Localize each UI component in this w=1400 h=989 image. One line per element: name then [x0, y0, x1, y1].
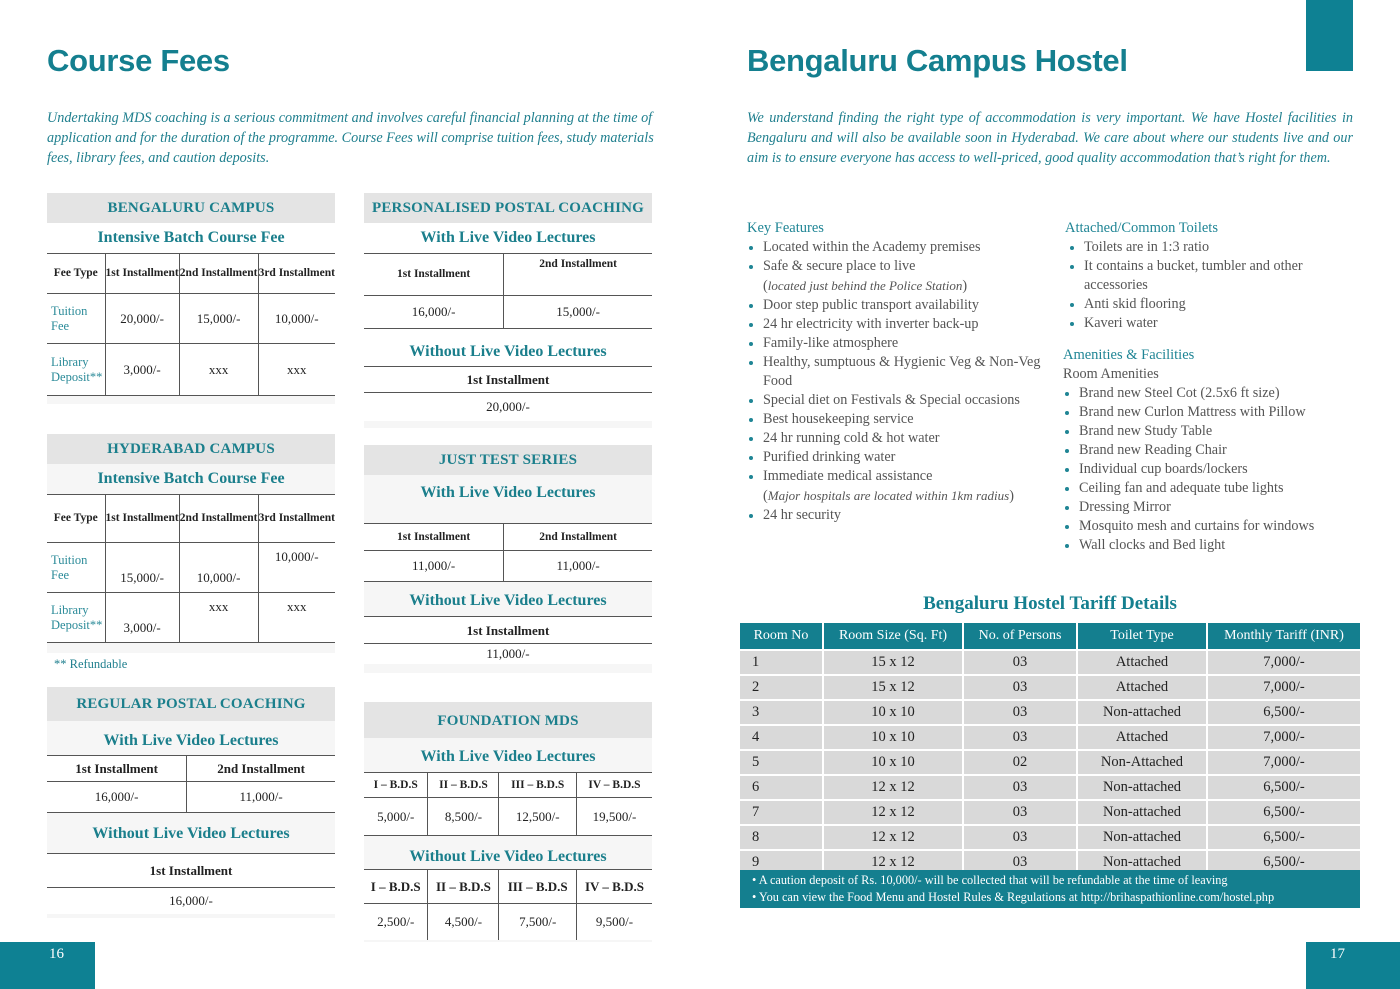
col-header: 2nd Installment — [187, 756, 335, 782]
cell-value: 11,000/- — [364, 551, 504, 582]
cell-value: 6,500/- — [1208, 826, 1360, 849]
feature-text: Purified drinking water — [763, 449, 896, 465]
key-feature-item — [747, 391, 1047, 410]
cell-value: Non-attached — [1078, 801, 1208, 824]
refundable-note: ** Refundable — [54, 657, 128, 671]
box-subtitle: Intensive Batch Course Fee — [47, 464, 335, 494]
cell-value: Non-attached — [1078, 776, 1208, 799]
cell-value: xxx — [179, 593, 258, 643]
feature-text: 24 hr running cold & hot water — [763, 430, 940, 446]
cell-value: 10 x 10 — [824, 701, 964, 724]
table-row — [364, 393, 652, 421]
cell-value: 11,000/- — [504, 551, 652, 582]
hostel-intro: We understand finding the right type of accommodation is very important. We have Hostel facilities in Bengaluru and will also be available soon in Hyderabad. We care about where our students live and our aim is to ensure everyone has access to well-priced, good quality accommodation that’s right for them. — [747, 110, 1353, 166]
col-header: 1st Installment — [364, 254, 504, 296]
table-row — [740, 826, 1360, 849]
cell-value: 11,000/- — [187, 782, 335, 813]
fee-table — [47, 253, 335, 396]
cell-value: Attached — [1078, 726, 1208, 749]
key-feature-item — [747, 506, 1047, 525]
box-band-title: JUST TEST SERIES — [364, 445, 652, 475]
cell-value: 03 — [964, 651, 1078, 674]
cell-value: 6,500/- — [1208, 701, 1360, 724]
cell-value: 7,000/- — [1208, 651, 1360, 674]
table-row — [740, 676, 1360, 699]
hostel-link-note: • You can view the Food Menu and Hostel Rules & Regulations at http://brihaspathionline.com/hostel.php — [752, 889, 1275, 904]
cell-value: 03 — [964, 701, 1078, 724]
table-row — [47, 543, 335, 593]
cell-value: 10 x 10 — [824, 751, 964, 774]
col-header: Fee Type — [47, 495, 105, 543]
cell-value: 1 — [740, 651, 824, 674]
fee-table — [364, 253, 652, 329]
table-row — [47, 294, 335, 344]
toilet-feature-item: Toilets are in 1:3 ratio — [1068, 238, 1363, 257]
cell-value: Non-attached — [1078, 851, 1208, 874]
cell-value: 03 — [964, 826, 1078, 849]
col-header: 3rd Installment — [258, 495, 335, 543]
table-row — [740, 751, 1360, 774]
cell-value: xxx — [179, 344, 258, 396]
cell-value: 8 — [740, 826, 824, 849]
feature-text: Healthy, sumptuous & Hygienic Veg & Non-Veg Food — [763, 354, 1041, 389]
col-header: I – B.D.S — [364, 773, 428, 798]
toilets-heading: Attached/Common Toilets — [1065, 220, 1218, 236]
cell-value: 15 x 12 — [824, 651, 964, 674]
fee-table — [364, 523, 652, 582]
col-header: 1st Installment — [105, 495, 179, 543]
col-header: 2nd Installment — [504, 254, 652, 296]
row-label: Tuition Fee — [47, 294, 105, 344]
cell-value: 16,000/- — [47, 782, 187, 813]
col-header: No. of Persons — [964, 623, 1078, 649]
page-title-hostel: Bengaluru Campus Hostel — [747, 43, 1128, 78]
table-row — [740, 701, 1360, 724]
bengaluru-campus-fee-box — [47, 193, 335, 404]
cell-value: xxx — [258, 344, 335, 396]
box-band-title: HYDERABAD CAMPUS — [47, 434, 335, 464]
box-band-title: BENGALURU CAMPUS — [47, 193, 335, 223]
foundation-mds-fee-box — [364, 702, 652, 942]
key-feature-item — [747, 315, 1047, 334]
row-label: Tuition Fee — [47, 543, 105, 593]
toilets-list — [1063, 238, 1363, 333]
col-header: II – B.D.S — [428, 773, 499, 798]
amenity-item: Brand new Reading Chair — [1063, 441, 1363, 460]
cell-value: 3 — [740, 701, 824, 724]
cell-value: 02 — [964, 751, 1078, 774]
cell-value: Non-attached — [1078, 826, 1208, 849]
key-feature-item — [747, 296, 1047, 315]
box-subtitle: Without Live Video Lectures — [364, 836, 652, 869]
key-features-heading: Key Features — [747, 220, 824, 236]
cell-value: 4 — [740, 726, 824, 749]
fee-table — [364, 869, 652, 940]
col-header: Monthly Tariff (INR) — [1208, 623, 1360, 649]
col-header: 1st Installment — [105, 254, 179, 294]
table-row — [47, 344, 335, 396]
cell-value: 9 — [740, 851, 824, 874]
fee-table — [364, 366, 652, 421]
hyderabad-campus-fee-box — [47, 434, 335, 653]
table-row — [740, 776, 1360, 799]
feature-text: Safe & secure place to live — [763, 258, 916, 274]
key-feature-item — [747, 429, 1047, 448]
col-header: II – B.D.S — [428, 870, 499, 904]
box-subtitle: With Live Video Lectures — [47, 721, 335, 755]
table-row — [364, 904, 652, 940]
col-header: I – B.D.S — [364, 870, 428, 904]
cell-value: 03 — [964, 776, 1078, 799]
regular-postal-fee-box — [47, 687, 335, 918]
page-number-right: 17 — [1330, 946, 1345, 962]
cell-value: 3,000/- — [105, 593, 179, 643]
cell-value: 10,000/- — [258, 294, 335, 344]
table-row — [740, 801, 1360, 824]
cell-value: 03 — [964, 676, 1078, 699]
cell-value: 4,500/- — [428, 904, 499, 940]
top-accent-tab — [1306, 0, 1353, 71]
col-header: 1st Installment — [364, 367, 652, 393]
cell-value: 03 — [964, 726, 1078, 749]
room-amenities-subheading: Room Amenities — [1063, 366, 1159, 382]
cell-value: Non-Attached — [1078, 751, 1208, 774]
key-features-list — [747, 238, 1047, 525]
table-row — [47, 782, 335, 813]
table-row — [364, 644, 652, 664]
fee-table — [47, 853, 335, 914]
cell-value: 15 x 12 — [824, 676, 964, 699]
table-row — [47, 888, 335, 914]
cell-value: 8,500/- — [428, 798, 499, 836]
key-feature-item — [747, 334, 1047, 353]
col-header: IV – B.D.S — [576, 773, 652, 798]
cell-value: 3,000/- — [105, 344, 179, 396]
amenity-item: Brand new Steel Cot (2.5x6 ft size) — [1063, 384, 1363, 403]
cell-value: 2,500/- — [364, 904, 428, 940]
cell-value: 6,500/- — [1208, 851, 1360, 874]
key-feature-item — [747, 448, 1047, 467]
just-test-series-fee-box — [364, 445, 652, 673]
key-feature-item — [747, 410, 1047, 429]
feature-note: located just behind the Police Station — [767, 278, 963, 293]
cell-value: 12 x 12 — [824, 826, 964, 849]
cell-value: 15,000/- — [105, 543, 179, 593]
cell-value: xxx — [258, 593, 335, 643]
cell-value: 10,000/- — [258, 543, 335, 593]
page-number-left: 16 — [49, 946, 64, 962]
cell-value: 20,000/- — [105, 294, 179, 344]
box-subtitle: With Live Video Lectures — [364, 475, 652, 523]
cell-value: 6,500/- — [1208, 801, 1360, 824]
cell-value: 03 — [964, 801, 1078, 824]
cell-value: Attached — [1078, 676, 1208, 699]
cell-value: Attached — [1078, 651, 1208, 674]
cell-value: 16,000/- — [364, 296, 504, 329]
box-subtitle: With Live Video Lectures — [364, 223, 652, 253]
col-header: 3rd Installment — [258, 254, 335, 294]
amenity-item: Dressing Mirror — [1063, 498, 1363, 517]
col-header: Room Size (Sq. Ft) — [824, 623, 964, 649]
table-row — [740, 726, 1360, 749]
cell-value: 7,500/- — [499, 904, 576, 940]
amenity-item: Ceiling fan and adequate tube lights — [1063, 479, 1363, 498]
box-subtitle: Without Live Video Lectures — [47, 813, 335, 853]
box-band-title: PERSONALISED POSTAL COACHING — [364, 193, 652, 223]
col-header: IV – B.D.S — [576, 870, 652, 904]
tariff-title: Bengaluru Hostel Tariff Details — [923, 593, 1177, 614]
key-features-section — [747, 219, 1047, 525]
box-subtitle: Without Live Video Lectures — [364, 329, 652, 366]
cell-value: 12 x 12 — [824, 801, 964, 824]
fee-table — [47, 755, 335, 813]
feature-text: Best housekeeping service — [763, 411, 914, 427]
page-number-tab-left — [0, 942, 95, 989]
toilet-feature-item: It contains a bucket, tumbler and other accessories — [1068, 257, 1363, 295]
table-row — [47, 593, 335, 643]
col-header: III – B.D.S — [499, 773, 576, 798]
amenities-list — [1063, 384, 1363, 555]
amenity-item: Individual cup boards/lockers — [1063, 460, 1363, 479]
feature-text: Immediate medical assistance — [763, 468, 933, 484]
tariff-notes — [740, 870, 1360, 908]
box-subtitle: Without Live Video Lectures — [364, 582, 652, 616]
feature-text: 24 hr security — [763, 507, 842, 523]
amenities-heading: Amenities & Facilities — [1063, 347, 1195, 363]
key-feature-item — [747, 353, 1047, 391]
cell-value: 6,500/- — [1208, 776, 1360, 799]
feature-text: 24 hr electricity with inverter back-up — [763, 316, 979, 332]
key-feature-item — [747, 238, 1047, 257]
cell-value: 03 — [964, 851, 1078, 874]
cell-value: 19,500/- — [576, 798, 652, 836]
course-fees-intro: Undertaking MDS coaching is a serious commitment and involves careful financial planning at the time of application and for the duration of the programme. Course Fees will comprise tuition fees, study materials fees, library fees, and caution deposits. — [47, 110, 654, 166]
box-band-title: REGULAR POSTAL COACHING — [47, 687, 335, 721]
feature-text: Located within the Academy premises — [763, 239, 981, 255]
table-row — [364, 551, 652, 582]
cell-value: Non-attached — [1078, 701, 1208, 724]
row-label: Library Deposit** — [47, 593, 105, 643]
amenity-item: Wall clocks and Bed light — [1063, 536, 1363, 555]
table-row — [740, 651, 1360, 674]
cell-value: 10 x 10 — [824, 726, 964, 749]
page-title-course-fees: Course Fees — [47, 43, 230, 78]
col-header: 2nd Installment — [179, 495, 258, 543]
cell-value: 20,000/- — [364, 393, 652, 421]
feature-text: Family-like atmosphere — [763, 335, 899, 351]
col-header: 1st Installment — [47, 756, 187, 782]
cell-value: 9,500/- — [576, 904, 652, 940]
box-subtitle: Intensive Batch Course Fee — [47, 223, 335, 253]
feature-note: Major hospitals are located within 1km radius — [767, 488, 1010, 503]
box-band-title: FOUNDATION MDS — [364, 702, 652, 738]
col-header: 1st Installment — [364, 617, 652, 644]
cell-value: 7,000/- — [1208, 676, 1360, 699]
key-feature-item: Safe & secure place to live (located just behind the Police Station) — [747, 257, 1047, 296]
cell-value: 12,500/- — [499, 798, 576, 836]
fee-table — [364, 772, 652, 836]
col-header: 1st Installment — [47, 854, 335, 888]
cell-value: 5,000/- — [364, 798, 428, 836]
cell-value: 7,000/- — [1208, 751, 1360, 774]
cell-value: 2 — [740, 676, 824, 699]
cell-value: 12 x 12 — [824, 776, 964, 799]
toilets-section — [1063, 219, 1363, 555]
caution-deposit-note: • A caution deposit of Rs. 10,000/- will be collected that will be refundable at the time of leaving — [752, 873, 1228, 887]
key-feature-item: Immediate medical assistance (Major hospitals are located within 1km radius) — [747, 467, 1047, 506]
toilet-feature-item: Anti skid flooring — [1068, 295, 1363, 314]
amenity-item: Mosquito mesh and curtains for windows — [1063, 517, 1363, 536]
col-header: 2nd Installment — [504, 524, 652, 551]
cell-value: 16,000/- — [47, 888, 335, 914]
col-header: III – B.D.S — [499, 870, 576, 904]
tariff-table — [740, 621, 1360, 876]
cell-value: 10,000/- — [179, 543, 258, 593]
personalised-postal-fee-box — [364, 193, 652, 428]
amenity-item: Brand new Study Table — [1063, 422, 1363, 441]
cell-value: 11,000/- — [364, 644, 652, 664]
amenity-item: Brand new Curlon Mattress with Pillow — [1063, 403, 1363, 422]
cell-value: 7 — [740, 801, 824, 824]
feature-text: Door step public transport availability — [763, 297, 979, 313]
col-header: 1st Installment — [364, 524, 504, 551]
table-row — [364, 798, 652, 836]
toilet-feature-item: Kaveri water — [1068, 314, 1363, 333]
page-number-tab-right — [1306, 942, 1400, 989]
table-row — [364, 296, 652, 329]
cell-value: 15,000/- — [179, 294, 258, 344]
feature-text: Special diet on Festivals & Special occasions — [763, 392, 1020, 408]
col-header: 2nd Installment — [179, 254, 258, 294]
col-header: Room No — [740, 623, 824, 649]
col-header: Fee Type — [47, 254, 105, 294]
cell-value: 6 — [740, 776, 824, 799]
cell-value: 15,000/- — [504, 296, 652, 329]
cell-value: 5 — [740, 751, 824, 774]
cell-value: 12 x 12 — [824, 851, 964, 874]
col-header: Toilet Type — [1078, 623, 1208, 649]
box-subtitle: With Live Video Lectures — [364, 738, 652, 772]
fee-table — [47, 494, 335, 643]
fee-table — [364, 616, 652, 664]
cell-value: 7,000/- — [1208, 726, 1360, 749]
row-label: Library Deposit** — [47, 344, 105, 396]
